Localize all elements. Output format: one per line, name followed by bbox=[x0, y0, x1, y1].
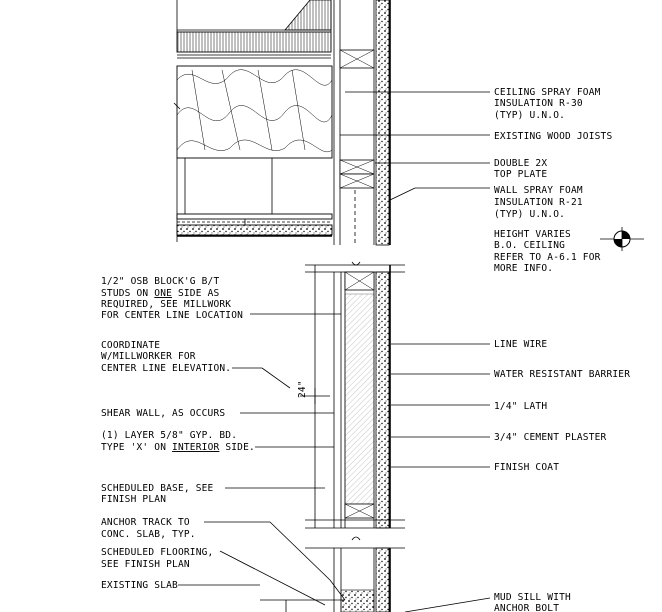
label-finish-coat: FINISH COAT bbox=[494, 462, 560, 473]
label-base-1: SCHEDULED BASE, SEE bbox=[101, 483, 214, 494]
label-mud-sill-1: MUD SILL WITH bbox=[494, 592, 571, 603]
label-osb-4: FOR CENTER LINE LOCATION bbox=[101, 310, 244, 321]
label-coord-1: COORDINATE bbox=[101, 340, 161, 351]
label-height-4: MORE INFO. bbox=[494, 263, 554, 274]
label-anchor-1: ANCHOR TRACK TO bbox=[101, 517, 190, 528]
label-plaster: 3/4" CEMENT PLASTER bbox=[494, 432, 607, 443]
label-osb-3: REQUIRED, SEE MILLWORK bbox=[101, 299, 232, 310]
label-gyp-2: TYPE 'X' ON INTERIOR SIDE. bbox=[101, 442, 255, 453]
label-floor-2: SEE FINISH PLAN bbox=[101, 559, 190, 570]
label-line-wire: LINE WIRE bbox=[494, 339, 548, 350]
dimension-text: 24" bbox=[297, 380, 308, 398]
label-coord-3: CENTER LINE ELEVATION. bbox=[101, 363, 232, 374]
label-gyp-1: (1) LAYER 5/8" GYP. BD. bbox=[101, 430, 238, 441]
label-ceiling-foam-2: INSULATION R-30 bbox=[494, 98, 583, 109]
label-height-2: B.O. CEILING bbox=[494, 240, 566, 251]
label-base-2: FINISH PLAN bbox=[101, 494, 167, 505]
label-height-3: REFER TO A-6.1 FOR bbox=[494, 252, 601, 263]
label-top-plate-2: TOP PLATE bbox=[494, 169, 548, 180]
label-mud-sill-2: ANCHOR BOLT bbox=[494, 603, 560, 612]
label-shear: SHEAR WALL, AS OCCURS bbox=[101, 408, 226, 419]
label-wall-foam-2: INSULATION R-21 bbox=[494, 197, 583, 208]
roof-assembly bbox=[177, 0, 331, 58]
ceiling-insulation bbox=[174, 66, 332, 158]
right-labels bbox=[494, 87, 630, 612]
left-labels bbox=[101, 276, 255, 591]
label-wall-foam-1: WALL SPRAY FOAM bbox=[494, 185, 583, 196]
label-ceiling-foam-1: CEILING SPRAY FOAM bbox=[494, 87, 601, 98]
label-slab: EXISTING SLAB bbox=[101, 580, 178, 591]
label-ceiling-foam-3: (TYP) U.N.O. bbox=[494, 110, 566, 121]
label-floor-1: SCHEDULED FLOORING, bbox=[101, 547, 214, 558]
dimension-mark bbox=[297, 380, 330, 404]
label-osb-1: 1/2" OSB BLOCK'G B/T bbox=[101, 276, 220, 287]
ceiling-board bbox=[177, 158, 332, 242]
wall-bottom-segment bbox=[260, 548, 405, 612]
label-wall-foam-3: (TYP) U.N.O. bbox=[494, 209, 566, 220]
label-height-1: HEIGHT VARIES bbox=[494, 229, 571, 240]
section-marker-icon bbox=[600, 227, 644, 251]
wall-middle-segment bbox=[305, 262, 405, 540]
label-joists: EXISTING WOOD JOISTS bbox=[494, 131, 613, 142]
label-coord-2: W/MILLWORKER FOR bbox=[101, 351, 196, 362]
wall-top-segment bbox=[334, 0, 390, 245]
label-anchor-2: CONC. SLAB, TYP. bbox=[101, 529, 196, 540]
label-barrier: WATER RESISTANT BARRIER bbox=[494, 369, 631, 380]
label-lath: 1/4" LATH bbox=[494, 401, 548, 412]
label-top-plate-1: DOUBLE 2X bbox=[494, 158, 548, 169]
label-osb-2: STUDS ON ONE SIDE AS bbox=[101, 288, 220, 299]
